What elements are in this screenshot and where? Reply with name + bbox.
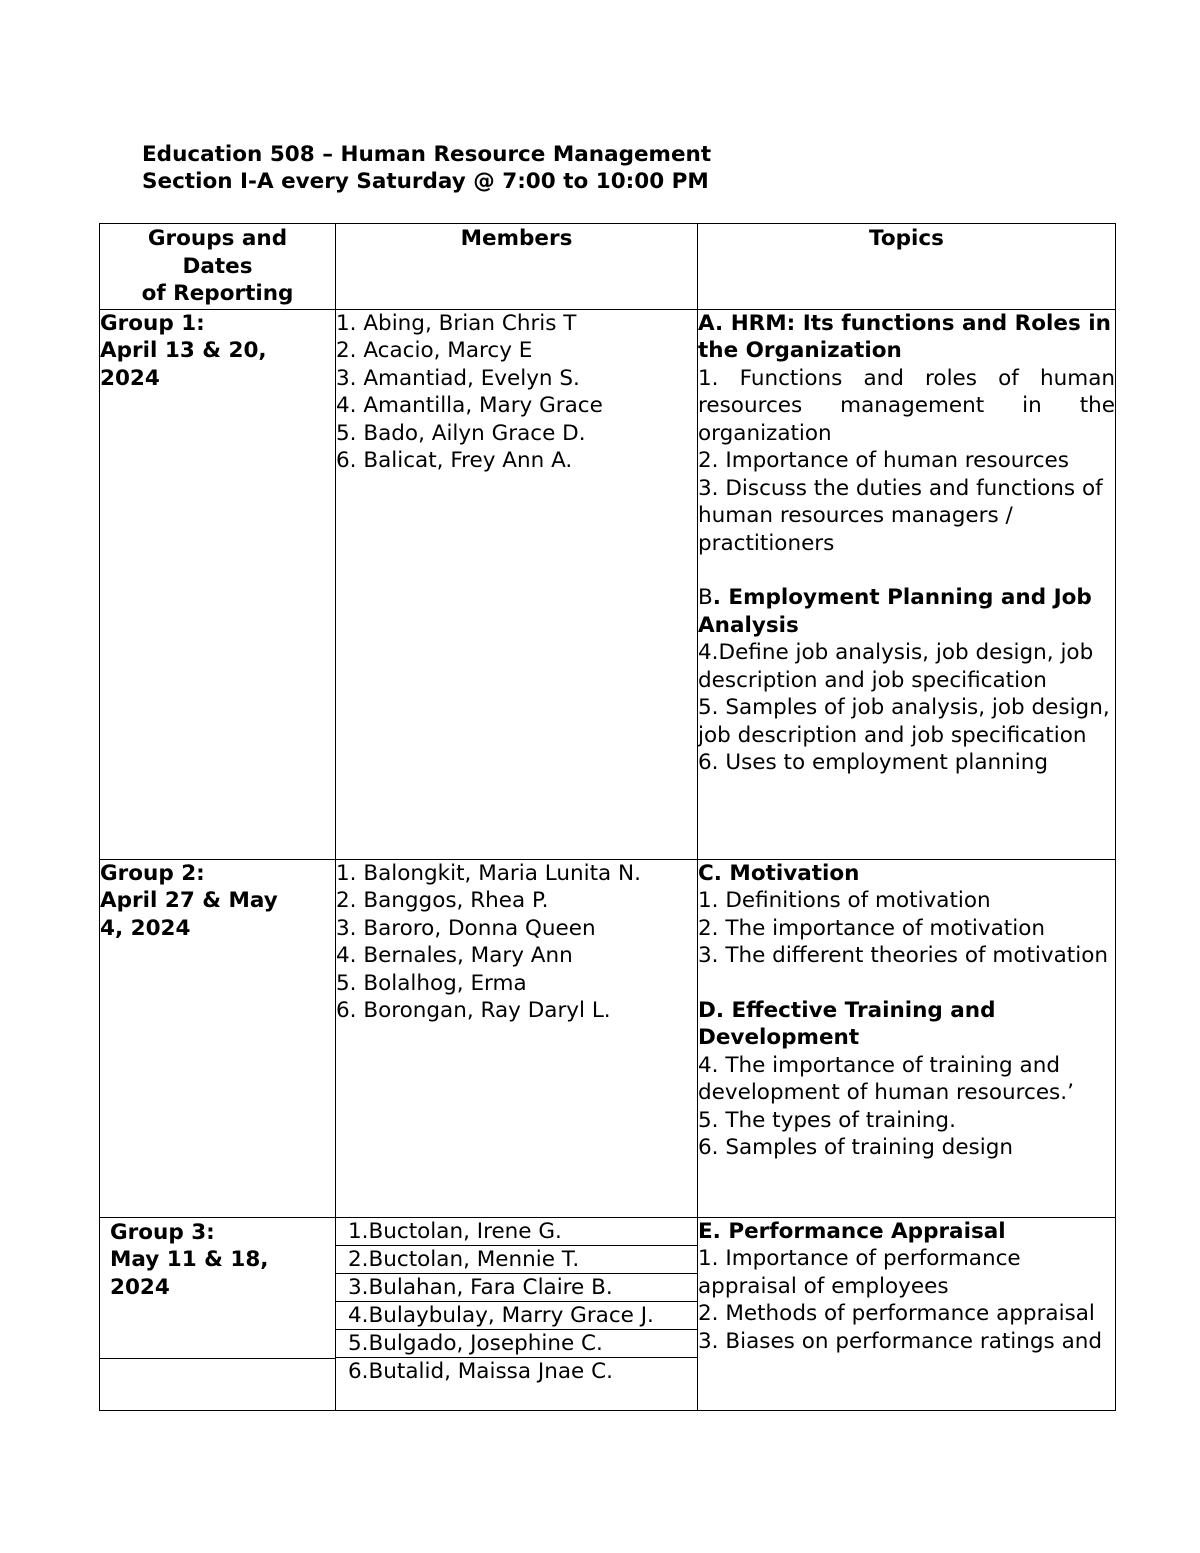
group-2-topics xyxy=(698,859,1116,1217)
group-3-members xyxy=(336,1217,698,1410)
member-item: 4. Amantilla, Mary Grace xyxy=(336,393,603,418)
header-groups-dates: Groups and Dates of Reporting xyxy=(100,224,336,310)
topic-item: 4. The importance of training and development of human resources.’ xyxy=(698,1052,1074,1105)
group-date: April 27 & May xyxy=(100,888,278,913)
topic-item: 4.Define job analysis, job design, job description and job specification xyxy=(698,640,1094,693)
topic-heading: C. Motivation xyxy=(698,860,860,886)
group-date: 2024 xyxy=(100,365,160,391)
topic-item: 1. Functions and roles of human resources management in the organization xyxy=(698,365,1115,446)
topic-item: 1. Definitions of motivation xyxy=(698,888,991,913)
header-topics: Topics xyxy=(698,224,1116,310)
topic-item: 3. The different theories of motivation xyxy=(698,943,1108,968)
group-2-members xyxy=(336,859,698,1217)
group-date: 4, 2024 xyxy=(100,915,191,941)
member-item: 4.Bulaybulay, Marry Grace J. xyxy=(336,1302,697,1330)
table-row xyxy=(100,1217,1116,1410)
table-row xyxy=(100,309,1116,859)
member-item: 6. Balicat, Frey Ann A. xyxy=(336,448,573,473)
topic-item: 2. The importance of motivation xyxy=(698,915,1045,941)
group-3-cell xyxy=(100,1217,336,1410)
member-item: 6.Butalid, Maissa Jnae C. xyxy=(348,1358,613,1384)
member-item: 1.Buctolan, Irene G. xyxy=(336,1218,697,1246)
group-date: April 13 & 20, xyxy=(100,338,267,363)
topic-item: 2. Importance of human resources xyxy=(698,448,1069,473)
member-item: 4. Bernales, Mary Ann xyxy=(336,943,573,968)
group-name: Group 2: xyxy=(100,860,205,886)
table-row xyxy=(100,859,1116,1217)
member-item: 1. Abing, Brian Chris T xyxy=(336,310,577,336)
member-item: 2. Acacio, Marcy E xyxy=(336,338,533,363)
topic-item: 2. Methods of performance appraisal xyxy=(698,1301,1095,1326)
topic-item: 5. Samples of job analysis, job design, job description and job specification xyxy=(698,695,1110,748)
topic-item: 6. Samples of training design xyxy=(698,1135,1014,1160)
group-2-cell xyxy=(100,859,336,1217)
topic-heading: B. Employment Planning and Job Analysis xyxy=(698,585,1092,638)
member-item: 6. Borongan, Ray Daryl L. xyxy=(336,998,611,1023)
member-item: 2.Buctolan, Mennie T. xyxy=(336,1246,697,1274)
document-title xyxy=(142,141,711,195)
group-name: Group 3: xyxy=(110,1219,215,1245)
group-date: May 11 & 18, xyxy=(110,1247,269,1272)
topic-item: 6. Uses to employment planning xyxy=(698,750,1048,775)
member-item: 2. Banggos, Rhea P. xyxy=(336,888,549,913)
member-item: 3.Bulahan, Fara Claire B. xyxy=(336,1274,697,1302)
member-item: 1. Balongkit, Maria Lunita N. xyxy=(336,860,641,886)
topic-heading: A. HRM: Its functions and Roles in the Organization xyxy=(698,310,1111,363)
topic-item: 1. Importance of performance appraisal of employees xyxy=(698,1246,1021,1299)
group-name: Group 1: xyxy=(100,310,205,336)
member-item: 3. Amantiad, Evelyn S. xyxy=(336,365,580,391)
group-1-cell xyxy=(100,309,336,859)
topic-heading: D. Effective Training and Development xyxy=(698,997,996,1050)
topic-item: 3. Biases on performance ratings and xyxy=(698,1328,1103,1354)
member-item: 5.Bulgado, Josephine C. xyxy=(336,1330,697,1358)
member-item: 5. Bolalhog, Erma xyxy=(336,970,527,996)
header-members: Members xyxy=(336,224,698,310)
topic-heading: E. Performance Appraisal xyxy=(698,1218,1006,1244)
group-1-topics xyxy=(698,309,1116,859)
topic-item: 3. Discuss the duties and functions of human resources managers / practitioners xyxy=(698,475,1103,556)
topic-item: 5. The types of training. xyxy=(698,1107,956,1133)
reporting-schedule-table xyxy=(99,223,1116,1411)
group-1-members xyxy=(336,309,698,859)
group-3-topics xyxy=(698,1217,1116,1410)
table-header-row xyxy=(100,224,1116,310)
group-date: 2024 xyxy=(110,1274,170,1300)
member-item: 5. Bado, Ailyn Grace D. xyxy=(336,420,586,446)
title-line-section: Section I-A every Saturday @ 7:00 to 10:00 PM xyxy=(142,169,709,194)
member-item: 3. Baroro, Donna Queen xyxy=(336,915,596,941)
title-line-course: Education 508 – Human Resource Management xyxy=(142,142,712,167)
